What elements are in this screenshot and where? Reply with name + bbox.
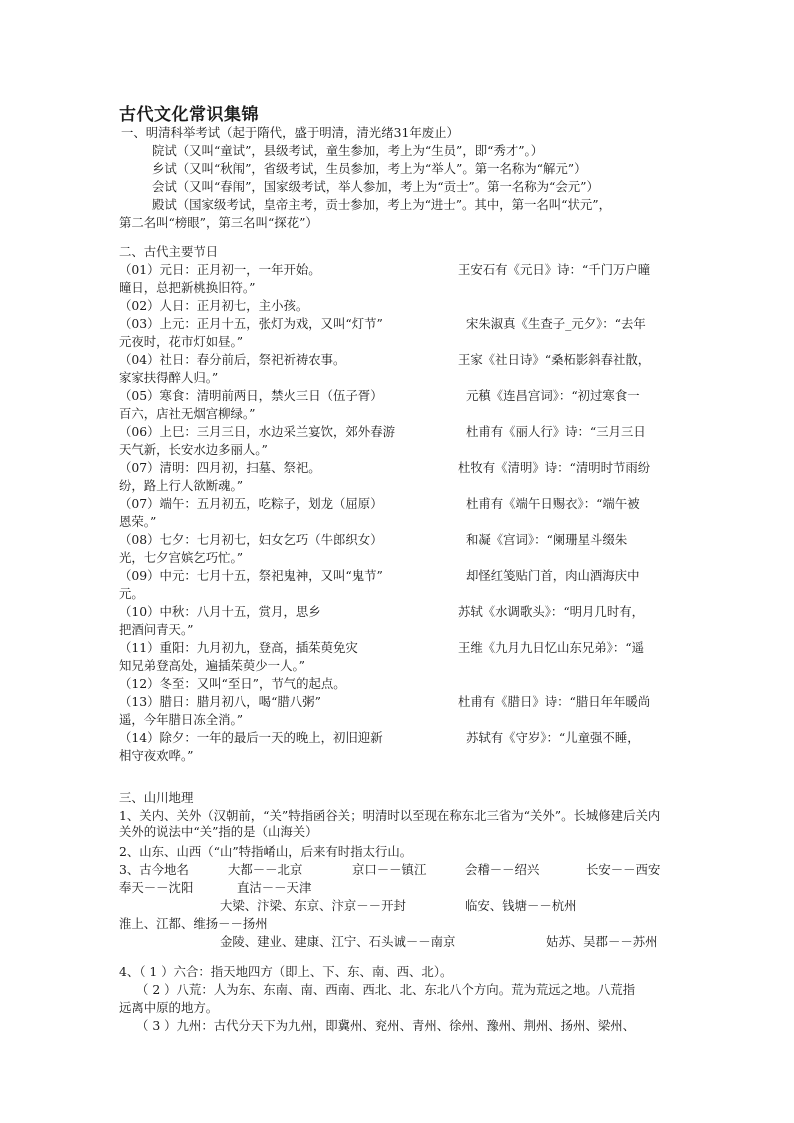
festival-item-poem: 王安石有《元日》诗：“千门万户曈 xyxy=(458,262,651,277)
festival-item-left: （11）重阳：九月初九，登高，插茱萸免灾 xyxy=(119,640,358,655)
festival-item-poem-cont: 元。 xyxy=(119,586,144,601)
festival-item-poem-cont: 曈日，总把新桃换旧符。” xyxy=(119,280,256,295)
festival-item-left: （01）元日：正月初一，一年开始。 xyxy=(119,262,321,277)
festival-item-left: （04）社日：春分前后，祭祀祈祷农事。 xyxy=(119,352,346,367)
festival-item-left: （02）人日：正月初七，主小孩。 xyxy=(119,298,309,313)
place-name: 长安－－西安 xyxy=(586,862,661,877)
festival-item-poem: 元稹《连昌宫词》：“初过寒食一 xyxy=(466,388,640,403)
exam-heading: 一、明清科举考试（起于隋代，盛于明清，清光绪31年废止） xyxy=(121,125,459,140)
place-name: 大梁、汴梁、东京、汴京－－开封 xyxy=(220,898,406,913)
festival-item-left: （06）上巳：三月三日，水边采兰宴饮，郊外春游 xyxy=(119,424,395,439)
festival-item-poem: 和凝《宫词》：“阑珊星斗缀朱 xyxy=(466,532,628,547)
place-name: 京口－－镇江 xyxy=(352,862,427,877)
place-name: 大都－－北京 xyxy=(228,862,303,877)
exam-line-dianshi-cont: 第二名叫“榜眼”，第三名叫“探花”） xyxy=(119,215,318,230)
festival-item-poem: 却怪红笺贴门首，肉山酒海庆中 xyxy=(466,568,640,583)
festival-item-poem: 王维《九月九日忆山东兄弟》：“遥 xyxy=(458,640,644,655)
festival-item-left: （07）清明：四月初，扫墓、祭祀。 xyxy=(119,460,321,475)
festival-item-left: （03）上元：正月十五，张灯为戏，又叫“灯节” xyxy=(119,316,383,331)
festival-item-poem-cont: 把酒问青天。” xyxy=(119,622,194,637)
place-name: 直沽－－天津 xyxy=(237,880,312,895)
festival-item-poem-cont: 恩荣。” xyxy=(119,514,157,529)
geography-heading: 三、山川地理 xyxy=(119,790,194,805)
festival-item-poem: 苏轼有《守岁》：“儿童强不睡， xyxy=(466,730,640,745)
festival-item-left: （14）除夕：一年的最后一天的晚上，初旧迎新 xyxy=(119,730,383,745)
exam-line-huishi: 会试（又叫“春闱”，国家级考试，举人参加，考上为“贡士”。第一名称为“会元”） xyxy=(152,179,599,194)
nine-provinces-item: （ 3 ）九州：古代分天下为九州，即冀州、兖州、青州、徐州、豫州、荆州、扬州、梁州、 xyxy=(136,1018,635,1033)
place-name: 金陵、建业、建康、江宁、石头诚－－南京 xyxy=(220,934,456,949)
festival-item-poem: 宋朱淑真《生查子_元夕》：“去年 xyxy=(466,316,646,331)
festival-item-left: （05）寒食：清明前两日，禁火三日（伍子胥） xyxy=(119,388,383,403)
eight-wilds-item-cont: 远离中原的地方。 xyxy=(119,1000,219,1015)
six-directions-item: 4、（ 1 ）六合：指天地四方（即上、下、东、南、西、北）。 xyxy=(119,964,453,979)
festival-item-poem-cont: 知兄弟登高处，遍插茱萸少一人。” xyxy=(119,658,305,673)
festival-item-poem: 王家《社日诗》“桑柘影斜春社散， xyxy=(458,352,651,367)
document-title: 古代文化常识集锦 xyxy=(119,105,259,125)
festival-item-poem: 杜甫有《端午日赐衣》：“端午被 xyxy=(466,496,640,511)
festival-item-poem-cont: 天气新，长安水边多丽人。” xyxy=(119,442,268,457)
festival-item-left: （13）腊日：腊月初八，喝“腊八粥” xyxy=(119,694,321,709)
festival-item-left: （12）冬至：又叫“至日”，节气的起点。 xyxy=(119,676,346,691)
festival-item-poem-cont: 家家扶得醉人归。” xyxy=(119,370,219,385)
exam-line-dianshi: 殿试（国家级考试，皇帝主考，贡士参加，考上为“进士”。其中，第一名叫“状元”， xyxy=(152,197,612,212)
festival-item-poem-cont: 百六，店社无烟宫柳绿。” xyxy=(119,406,256,421)
festival-item-poem: 杜甫有《丽人行》诗：“三月三日 xyxy=(466,424,646,439)
place-name: 淮上、江都、维扬－－扬州 xyxy=(119,916,268,931)
festival-item-left: （10）中秋：八月十五，赏月，思乡 xyxy=(119,604,321,619)
festival-item-poem-cont: 元夜时，花市灯如昼。” xyxy=(119,334,244,349)
exam-line-yuanshi: 院试（又叫“童试”，县级考试，童生参加，考上为“生员”，即“秀才”。） xyxy=(152,143,544,158)
festival-item-left: （09）中元：七月十五，祭祀鬼神，又叫“鬼节” xyxy=(119,568,383,583)
festivals-heading: 二、古代主要节日 xyxy=(119,244,219,259)
festival-item-left: （08）七夕：七月初七，妇女乞巧（牛郎织女） xyxy=(119,532,383,547)
place-name: 临安、钱塘－－杭州 xyxy=(465,898,577,913)
festival-item-poem: 苏轼《水调歌头》：“明月几时有， xyxy=(458,604,644,619)
place-name: 奉天－－沈阳 xyxy=(119,880,194,895)
festival-item-poem: 杜牧有《清明》诗：“清明时节雨纷 xyxy=(458,460,651,475)
place-name: 会稽－－绍兴 xyxy=(465,862,540,877)
eight-wilds-item: （ 2 ）八荒：人为东、东南、南、西南、西北、北、东北八个方向。荒为荒远之地。八荒指 xyxy=(136,982,635,997)
festival-item-poem-cont: 相守夜欢哗。” xyxy=(119,748,194,763)
geography-mountain-paragraph: 2、山东、山西（“山”特指崤山，后来有时指太行山。 xyxy=(119,844,413,859)
exam-line-xiangshi: 乡试（又叫“秋闱”，省级考试，生员参加，考上为“举人”。第一名称为“解元”） xyxy=(152,161,587,176)
place-names-label: 3、古今地名 xyxy=(119,862,189,877)
festival-item-poem-cont: 光，七夕宫嫔乞巧忙。” xyxy=(119,550,244,565)
festival-item-poem-cont: 纷，路上行人欲断魂。” xyxy=(119,478,244,493)
place-name: 姑苏、吴郡－－苏州 xyxy=(546,934,658,949)
festival-item-left: （07）端午：五月初五，吃粽子，划龙（屈原） xyxy=(119,496,383,511)
festival-item-poem: 杜甫有《腊日》诗：“腊日年年暖尚 xyxy=(458,694,651,709)
festival-item-poem-cont: 遥，今年腊日冻全消。” xyxy=(119,712,244,727)
geography-pass-paragraph: 1、关内、关外（汉朝前，“关”特指函谷关；明清时以至现在称东北三省为“关外”。长城修建后关内关外的说法中“关”指的是（山海关） xyxy=(119,808,661,839)
